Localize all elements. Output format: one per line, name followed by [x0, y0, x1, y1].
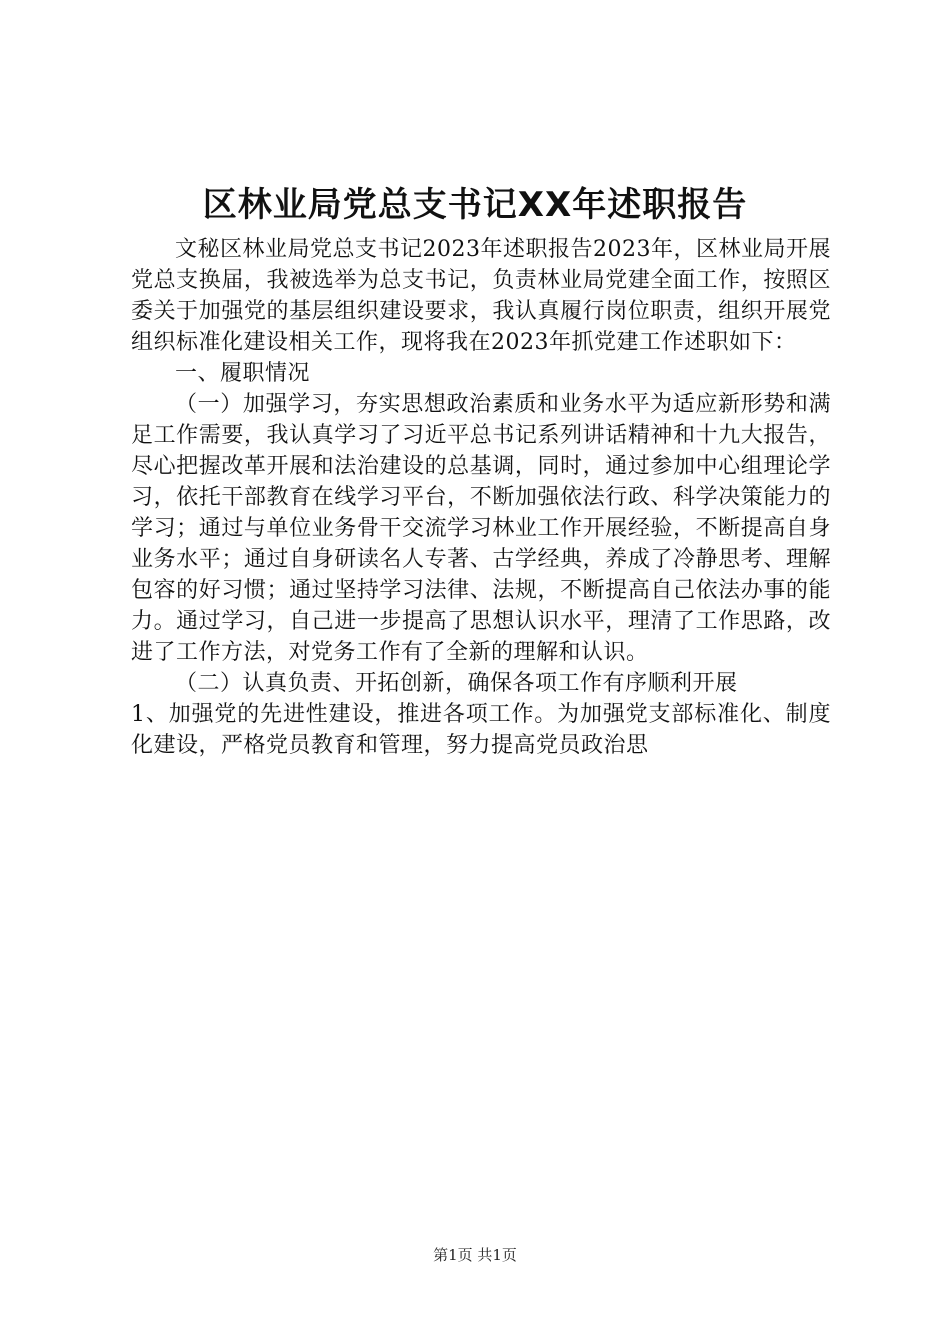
document-body [131, 234, 831, 761]
paragraph-party-building: 1、加强党的先进性建设，推进各项工作。为加强党支部标准化、制度化建设，严格党员教育和管理，努力提高党员政治思 [131, 702, 831, 758]
page-footer: 第1页 共1页 [433, 1246, 517, 1264]
paragraph-responsibility-heading: （二）认真负责、开拓创新，确保各项工作有序顺利开展 [175, 671, 738, 696]
paragraph-intro: 文秘区林业局党总支书记2023年述职报告2023年，区林业局开展党总支换届，我被选举为总支书记，负责林业局党建全面工作，按照区委关于加强党的基层组织建设要求，我认真履行岗位职责，组织开展党组织标准化建设相关工作，现将我在2023年抓党建工作述职如下： [131, 237, 831, 355]
document-title: 区林业局党总支书记XX年述职报告 [202, 185, 748, 225]
section-heading-duties: 一、履职情况 [175, 361, 311, 386]
paragraph-study: （一）加强学习，夯实思想政治素质和业务水平为适应新形势和满足工作需要，我认真学习了习近平总书记系列讲话精神和十九大报告，尽心把握改革开展和法治建设的总基调，同时，通过参加中心组理论学习，依托干部教育在线学习平台，不断加强依法行政、科学决策能力的学习；通过与单位业务骨干交流学习林业工作开展经验，不断提高自身业务水平；通过自身研读名人专著、古学经典，养成了冷静思考、理解包容的好习惯；通过坚持学习法律、法规，不断提高自己依法办事的能力。通过学习，自己进一步提高了思想认识水平，理清了工作思路，改进了工作方法，对党务工作有了全新的理解和认识。 [131, 392, 831, 665]
